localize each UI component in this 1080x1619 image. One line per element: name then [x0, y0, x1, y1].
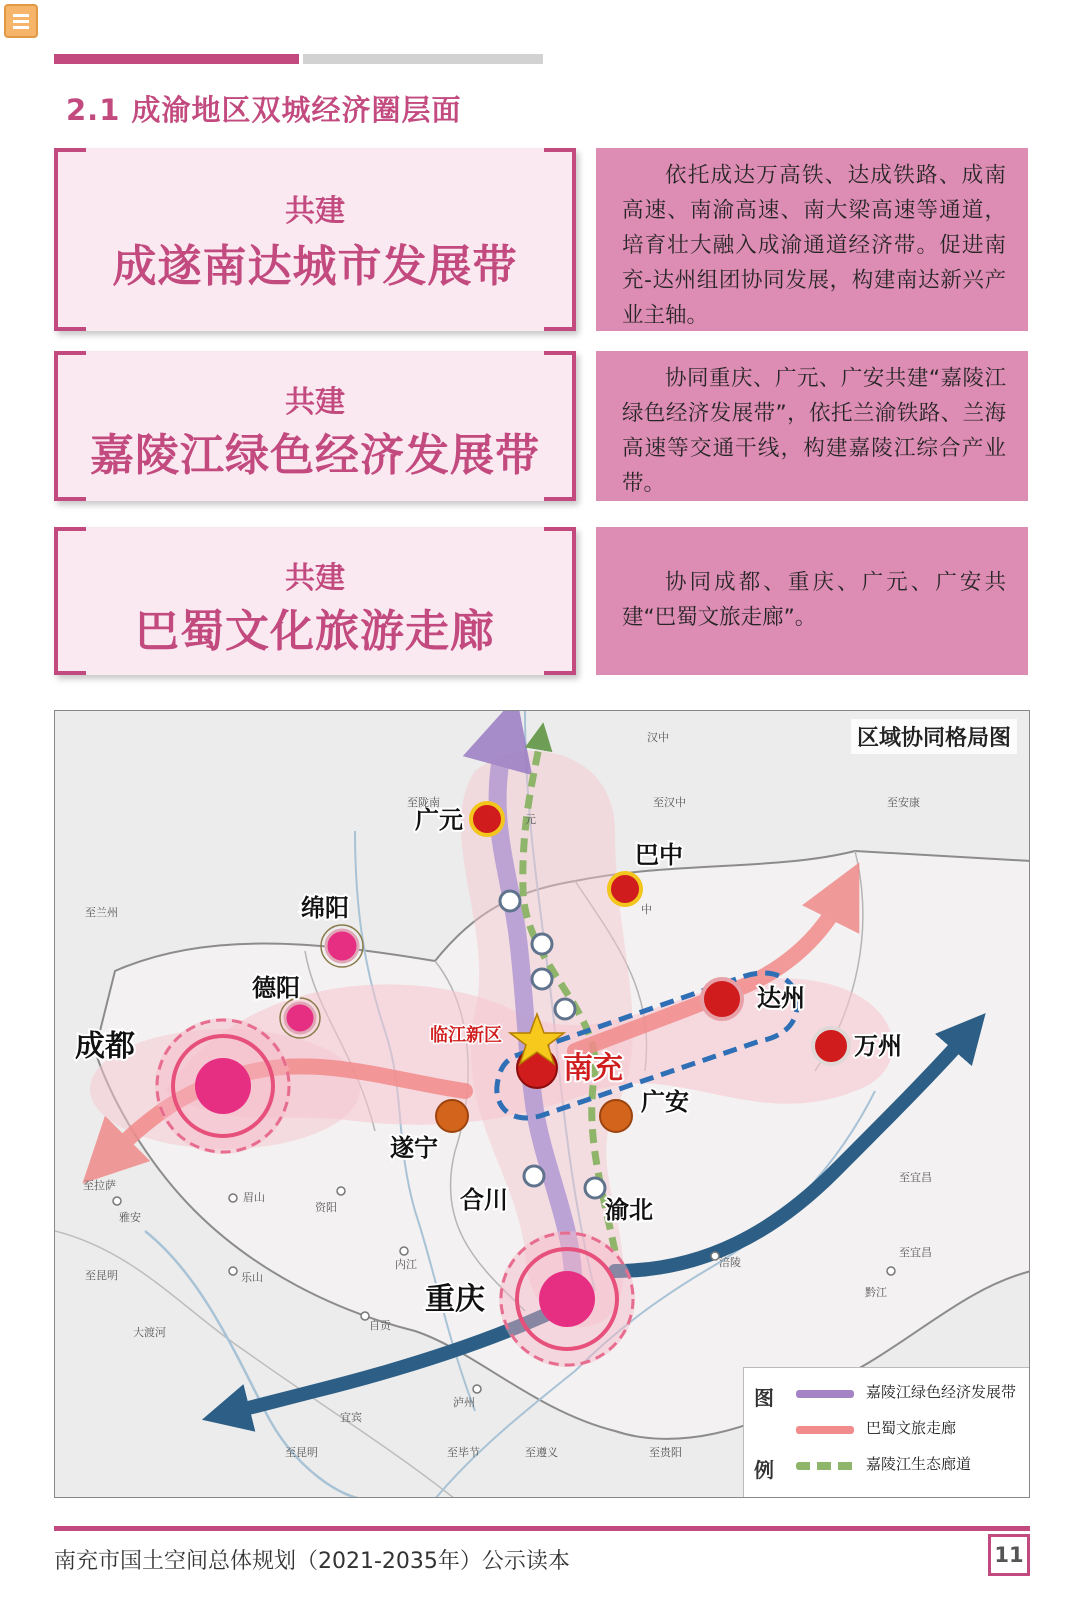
label-bazhong: 巴中	[635, 841, 683, 869]
legend-head-top: 图	[754, 1386, 774, 1410]
section-title: 2.1 成渝地区双城经济圈层面	[66, 93, 462, 127]
label-dadu: 大渡河	[133, 1326, 166, 1339]
legend-item-eco-corridor	[796, 1450, 1026, 1480]
theme-3-desc: 协同成都、重庆、广元、广安共建“巴蜀文旅走廊”。	[596, 527, 1028, 675]
label-to-longnan: 至陇南	[407, 796, 440, 809]
label-mianyang: 绵阳	[301, 894, 349, 922]
legend-swatch-green-dashed	[796, 1462, 854, 1470]
legend-item-bashu-corridor	[796, 1414, 1026, 1444]
theme-2-desc: 协同重庆、广元、广安共建“嘉陵江绿色经济发展带”，依托兰渝铁路、兰海高速等交通干线，构建嘉陵江综合产业带。	[596, 351, 1028, 501]
label-fuling: 涪陵	[719, 1256, 741, 1269]
label-qianjiang: 黔江	[865, 1286, 887, 1299]
label-neijiang: 内江	[395, 1258, 417, 1271]
theme-3-title: 巴蜀文化旅游走廊	[135, 606, 495, 657]
legend-label: 嘉陵江生态廊道	[866, 1455, 972, 1473]
label-zhong: 中	[641, 903, 652, 916]
top-bar-accent	[54, 54, 299, 64]
label-wanzhou: 万州	[854, 1032, 902, 1060]
label-to-hanzhong: 至汉中	[653, 796, 686, 809]
theme-1-desc: 依托成达万高铁、达成铁路、成南高速、南渝高速、南大梁高速等通道，培育壮大融入成渝通道经济带。促进南充-达州组团协同发展，构建南达新兴产业主轴。	[596, 148, 1028, 331]
label-to-zunyi: 至遵义	[525, 1446, 558, 1459]
label-to-yichang-2: 至宜昌	[899, 1246, 932, 1259]
label-linjiang: 临江新区	[430, 1025, 502, 1046]
label-to-ankang: 至安康	[887, 796, 920, 809]
label-zigong: 自贡	[369, 1319, 391, 1332]
label-nanchong: 南充	[563, 1051, 623, 1086]
page-number: 11	[988, 1534, 1030, 1576]
legend-label: 嘉陵江绿色经济发展带	[866, 1383, 1017, 1401]
label-yibin: 宜宾	[340, 1411, 362, 1424]
label-yuan: 元	[525, 813, 536, 826]
label-suining: 遂宁	[390, 1134, 438, 1162]
theme-box-2	[54, 351, 576, 501]
theme-2-title: 嘉陵江绿色经济发展带	[90, 430, 540, 481]
footer-text: 南充市国土空间总体规划（2021-2035年）公示读本	[54, 1549, 570, 1574]
label-hechuan: 合川	[460, 1186, 508, 1214]
label-guangan: 广安	[641, 1088, 689, 1116]
legend-head-bottom: 例	[754, 1458, 774, 1482]
label-yaan: 雅安	[119, 1211, 141, 1224]
label-to-bijie: 至毕节	[447, 1446, 480, 1459]
label-to-lhasa: 至拉萨	[83, 1179, 116, 1192]
label-to-kunming: 至昆明	[85, 1269, 118, 1282]
label-deyang: 德阳	[252, 974, 300, 1002]
label-luzhou: 泸州	[453, 1396, 475, 1409]
theme-1-title: 成遂南达城市发展带	[112, 241, 518, 292]
label-leshan: 乐山	[241, 1271, 263, 1284]
label-ziyang: 资阳	[315, 1201, 337, 1214]
theme-1-small: 共建	[285, 194, 345, 229]
label-yubei: 渝北	[605, 1196, 653, 1224]
label-guangyuan: 广元	[415, 806, 463, 834]
legend-label: 巴蜀文旅走廊	[866, 1419, 957, 1437]
label-to-guiyang: 至贵阳	[649, 1446, 682, 1459]
label-to-kunming-2: 至昆明	[285, 1446, 318, 1459]
legend-item-jialing-belt	[796, 1378, 1026, 1408]
label-hanzhong: 汉中	[647, 731, 669, 744]
top-bar-gray	[303, 54, 543, 64]
map-title: 区域协同格局图	[851, 719, 1017, 754]
label-chengdu: 成都	[75, 1029, 135, 1064]
label-to-lanzhou: 至兰州	[85, 906, 118, 919]
label-to-yichang: 至宜昌	[899, 1171, 932, 1184]
theme-box-1	[54, 148, 576, 331]
label-chongqing: 重庆	[425, 1282, 485, 1317]
label-meishan: 眉山	[243, 1191, 265, 1204]
legend-swatch-purple	[796, 1390, 854, 1398]
theme-box-3	[54, 527, 576, 675]
legend-swatch-pink	[796, 1426, 854, 1434]
map-legend	[743, 1367, 1029, 1497]
theme-3-small: 共建	[285, 561, 345, 596]
comment-icon[interactable]	[4, 4, 38, 38]
theme-2-small: 共建	[285, 385, 345, 420]
label-dazhou: 达州	[757, 984, 805, 1012]
regional-map	[54, 710, 1030, 1498]
footer-rule	[54, 1526, 1030, 1531]
